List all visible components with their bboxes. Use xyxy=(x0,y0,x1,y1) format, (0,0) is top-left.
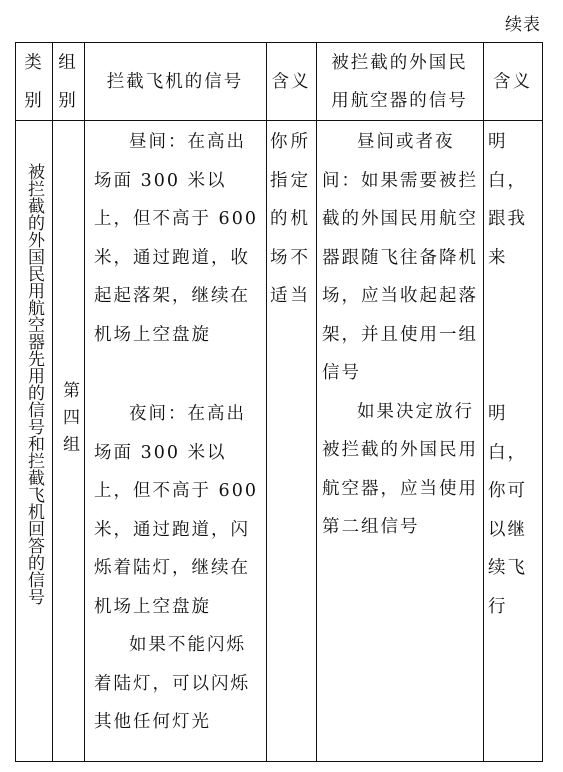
intercepting-day-text: 昼间：在高出场面 300 米以上，但不高于 600 米，通过跑道，收起起落架，继续在机场上空盘旋 xyxy=(94,132,258,345)
col-divider xyxy=(52,43,53,761)
intercepting-fallback-text: 如果不能闪烁着陆灯，可以闪烁其他任何灯光 xyxy=(94,635,250,732)
header-intercepting-signals: 拦截飞机的信号 xyxy=(106,71,244,92)
continued-table-label: 续表 xyxy=(505,15,541,35)
header-group: 组别 xyxy=(58,52,78,111)
col-divider xyxy=(266,43,267,761)
header-meaning: 含义 xyxy=(271,71,311,92)
header-intercepted-signals: 被拦截的外国民用航空器的信号 xyxy=(331,52,468,111)
intercepted-release-text: 如果决定放行被拦截的外国民用航空器，应当使用第二组信号 xyxy=(322,401,478,537)
intercepting-night-signal xyxy=(94,395,260,742)
intercepting-day-signal xyxy=(94,123,260,354)
meaning-cell-1: 你所指定的机场不适当 xyxy=(270,132,311,306)
header-meaning-2: 含义 xyxy=(493,71,532,92)
category-cell: 被拦截的外国民用航空器先用的信号和拦截飞机回答的信号 xyxy=(24,163,44,605)
intercepted-day-night-text: 昼间或者夜间：如果需要被拦截的外国民用航空器跟随飞往备降机场，应当收起起落架，并且使用一组信号 xyxy=(322,132,478,383)
header-category: 类别 xyxy=(24,52,44,111)
meaning-cell-2b: 明白，你可以继续飞行 xyxy=(488,404,527,617)
col-divider xyxy=(316,43,317,761)
col-divider xyxy=(483,43,484,761)
group-cell: 第四组 xyxy=(59,381,79,462)
header-divider xyxy=(16,120,542,121)
intercepted-signal-cell xyxy=(322,123,482,547)
signal-table xyxy=(15,42,543,762)
col-divider xyxy=(84,43,85,761)
meaning-cell-2a: 明白，跟我来 xyxy=(488,132,527,268)
intercepting-night-text: 夜间：在高出场面 300 米以上，但不高于 600 米，通过跑道，闪烁着陆灯，继续在机场上空盘旋 xyxy=(94,404,258,617)
